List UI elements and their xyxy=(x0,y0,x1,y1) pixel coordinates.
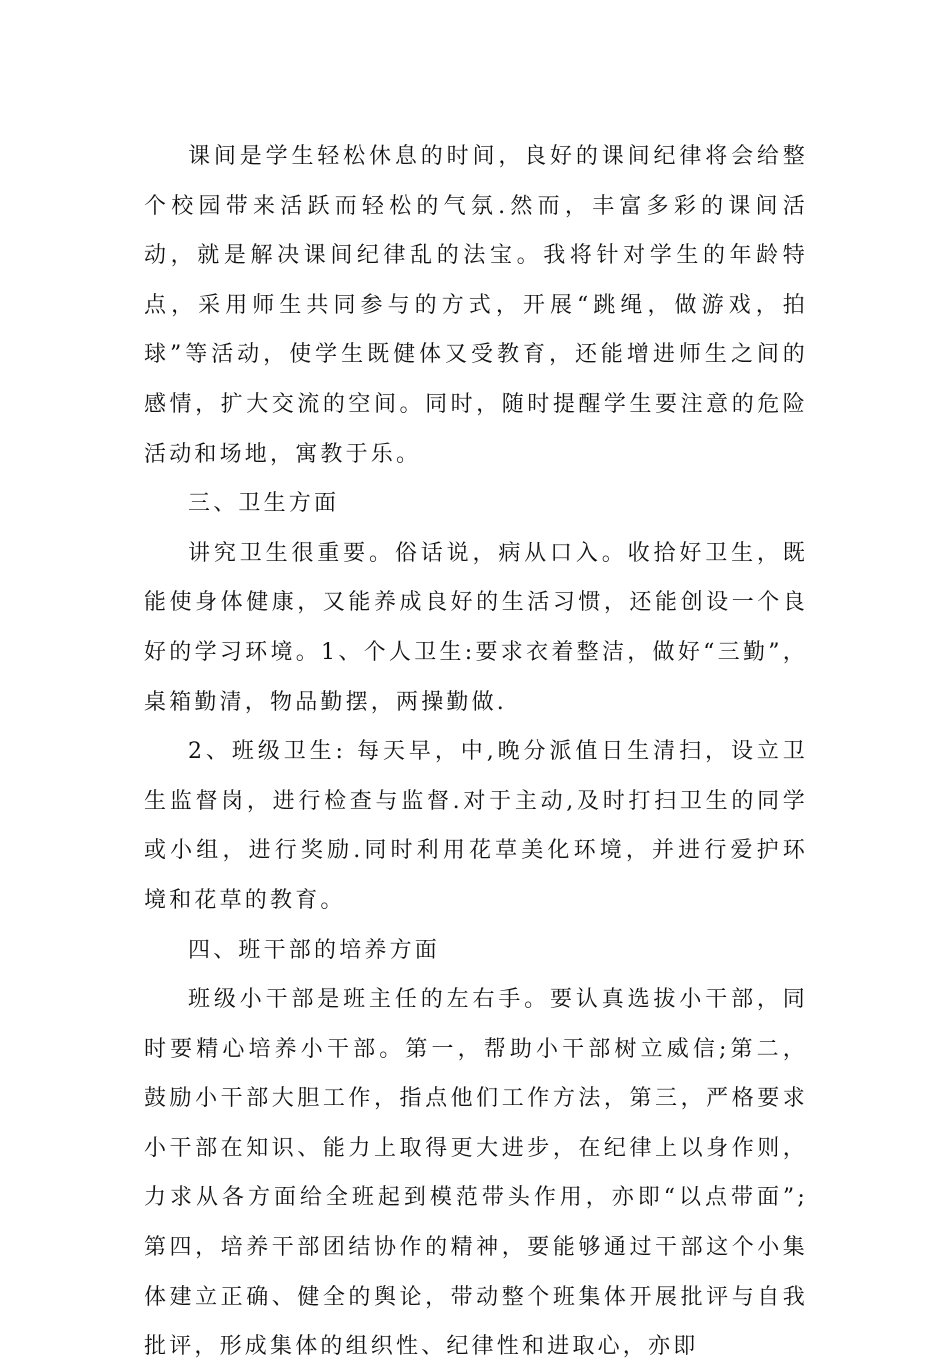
section-heading-hygiene: 三、卫生方面 xyxy=(188,491,340,517)
paragraph-recess-discipline: 课间是学生轻松休息的时间，良好的课间纪律将会给整个校园带来活跃而轻松的气氛.然而，丰富多彩的课间活动，就是解决课间纪律乱的法宝。我将针对学生的年龄特点，采用师生共同参与的方式，开展“跳绳，做游戏，拍球”等活动，使学生既健体又受教育，还能增进师生之间的感情，扩大交流的空间。同时，随时提醒学生要注意的危险活动和场地，寓教于乐。 xyxy=(144,144,808,467)
paragraph-class-hygiene: 2、班级卫生: 每天早，中,晚分派值日生清扫，设立卫生监督岗，进行检查与监督.对于主动,及时打扫卫生的同学或小组，进行奖励.同时利用花草美化环境，并进行爱护环境和花草的教育。 xyxy=(144,739,808,913)
paragraph-class-leaders: 班级小干部是班主任的左右手。要认真选拔小干部，同时要精心培养小干部。第一，帮助小干部树立威信;第二，鼓励小干部大胆工作，指点他们工作方法，第三，严格要求小干部在知识、能力上取得更大进步，在纪律上以身作则，力求从各方面给全班起到模范带头作用，亦即“以点带面”;第四，培养干部团结协作的精神，要能够通过干部这个小集体建立正确、健全的舆论，带动整个班集体开展批评与自我批评，形成集体的组织性、纪律性和进取心，亦即 xyxy=(144,987,808,1360)
section-heading-class-leaders: 四、班干部的培养方面 xyxy=(188,937,441,963)
paragraph-personal-hygiene: 讲究卫生很重要。俗话说，病从口入。收拾好卫生，既能使身体健康，又能养成良好的生活习惯，还能创设一个良好的学习环境。1、个人卫生:要求衣着整洁，做好“三勤”，桌箱勤清，物品勤摆，两操勤做. xyxy=(144,540,808,715)
document-body xyxy=(144,132,808,1372)
